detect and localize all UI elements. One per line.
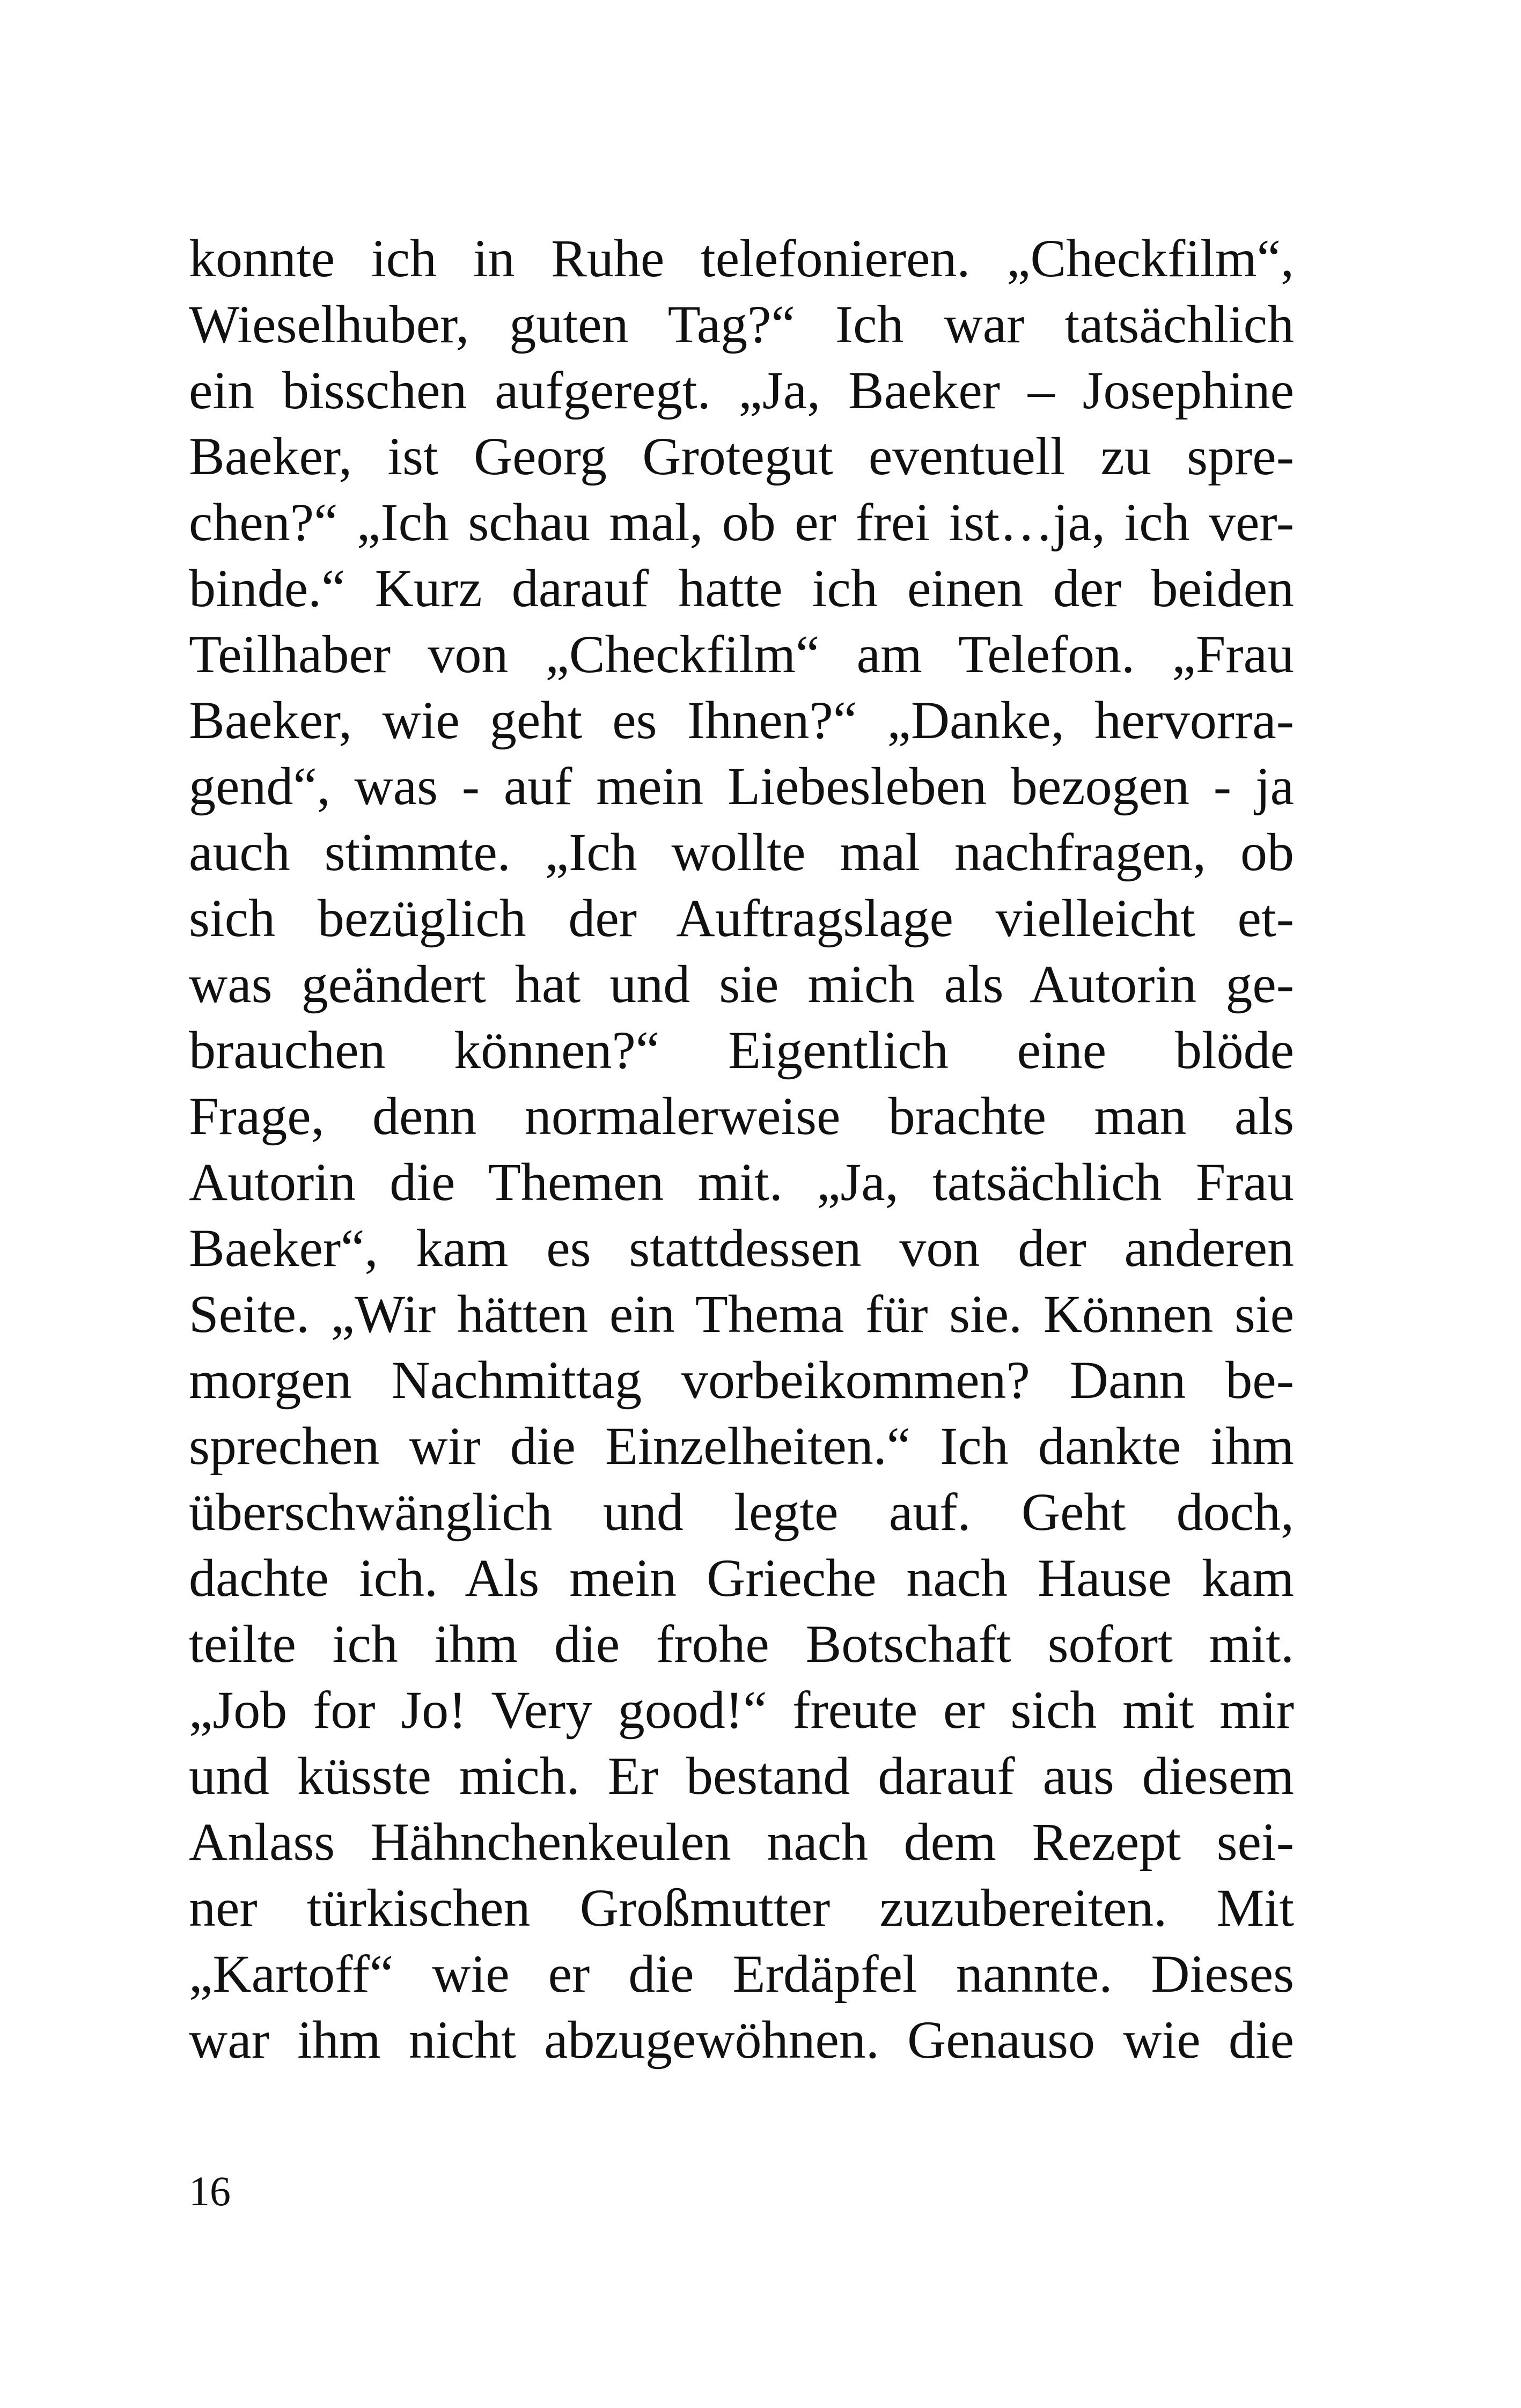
text-line: Baeker, wie geht es Ihnen?“ „Danke, hervorra- xyxy=(189,690,1294,750)
text-line: dachte ich. Als mein Grieche nach Hause kam xyxy=(189,1548,1294,1608)
text-line: sprechen wir die Einzelheiten.“ Ich dankte ihm xyxy=(189,1416,1294,1476)
text-line: ein bisschen aufgeregt. „Ja, Baeker – Josephine xyxy=(189,360,1294,420)
text-line: auch stimmte. „Ich wollte mal nachfragen, ob xyxy=(189,822,1294,882)
text-line: binde.“ Kurz darauf hatte ich einen der beiden xyxy=(189,558,1294,618)
text-line: sich bezüglich der Auftragslage vielleicht et- xyxy=(189,888,1294,948)
text-line: Baeker“, kam es stattdessen von der anderen xyxy=(189,1218,1294,1278)
text-line: Teilhaber von „Checkfilm“ am Telefon. „Frau xyxy=(189,624,1294,684)
text-line: teilte ich ihm die frohe Botschaft sofort mit. xyxy=(189,1614,1294,1674)
text-line: Frage, denn normalerweise brachte man als xyxy=(189,1086,1294,1146)
text-line: „Kartoff“ wie er die Erdäpfel nannte. Dieses xyxy=(189,1944,1294,2004)
text-line: Wieselhuber, guten Tag?“ Ich war tatsächlich xyxy=(189,294,1294,354)
page-number: 16 xyxy=(189,2168,231,2214)
text-line: brauchen können?“ Eigentlich eine blöde xyxy=(189,1020,1294,1080)
text-line: Seite. „Wir hätten ein Thema für sie. Können sie xyxy=(189,1284,1294,1344)
text-line: Autorin die Themen mit. „Ja, tatsächlich Frau xyxy=(189,1152,1294,1212)
text-line: ner türkischen Großmutter zuzubereiten. Mit xyxy=(189,1878,1294,1938)
text-line: überschwänglich und legte auf. Geht doch, xyxy=(189,1482,1294,1542)
text-line: gend“, was - auf mein Liebesleben bezogen - ja xyxy=(189,756,1294,816)
text-line: „Job for Jo! Very good!“ freute er sich mit mir xyxy=(189,1680,1294,1740)
text-line: konnte ich in Ruhe telefonieren. „Checkfilm“, xyxy=(189,229,1294,288)
text-line: chen?“ „Ich schau mal, ob er frei ist…ja, ich ver- xyxy=(189,492,1294,552)
text-line: und küsste mich. Er bestand darauf aus diesem xyxy=(189,1746,1294,1806)
text-line: Anlass Hähnchenkeulen nach dem Rezept sei- xyxy=(189,1812,1294,1872)
text-line: morgen Nachmittag vorbeikommen? Dann be- xyxy=(189,1350,1294,1410)
text-line: war ihm nicht abzugewöhnen. Genauso wie die xyxy=(189,2010,1294,2070)
text-line: Baeker, ist Georg Grotegut eventuell zu spre- xyxy=(189,426,1294,486)
body-text xyxy=(189,225,1294,2073)
text-line: was geändert hat und sie mich als Autorin ge- xyxy=(189,954,1294,1014)
